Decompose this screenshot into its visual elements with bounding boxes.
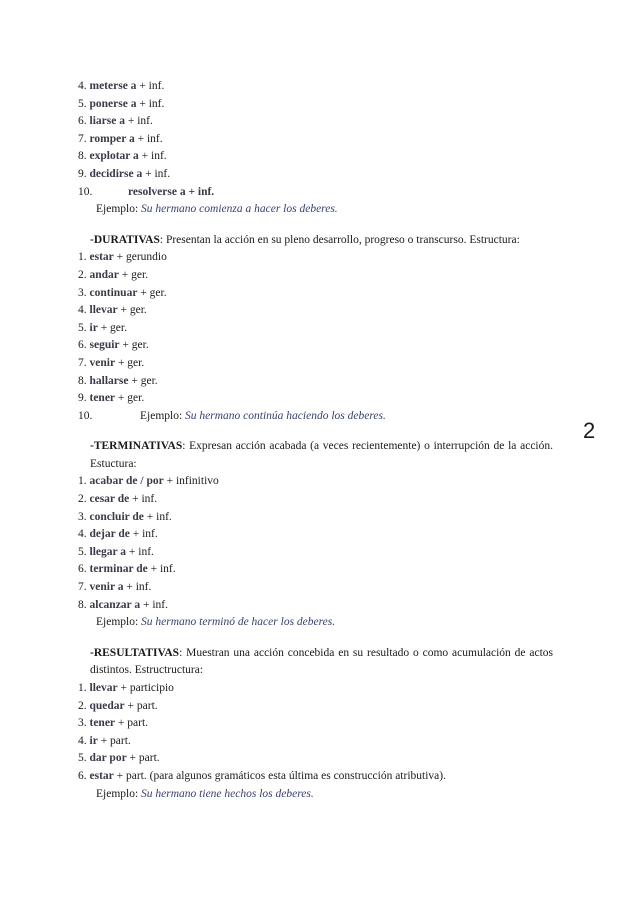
list-item: 6. liarse a + inf. bbox=[78, 115, 153, 128]
example-line: Ejemplo: Su hermano terminó de hacer los deberes. bbox=[96, 616, 336, 629]
list-item: 2. andar + ger. bbox=[78, 268, 149, 281]
list-item: 3. tener + part. bbox=[78, 717, 149, 730]
list-item: 1. llevar + participio bbox=[78, 682, 174, 694]
incoativas-list bbox=[78, 78, 553, 219]
list-item: 6. terminar de + inf. bbox=[78, 563, 176, 576]
example-line: Ejemplo: Su hermano comienza a hacer los deberes. bbox=[96, 203, 338, 216]
list-item: 7. venir a + inf. bbox=[78, 581, 152, 594]
durativas-section bbox=[78, 232, 553, 426]
list-item: 8. alcanzar a + inf. bbox=[78, 598, 168, 611]
list-item: 8. hallarse + ger. bbox=[78, 374, 158, 387]
section-heading: -DURATIVAS bbox=[90, 233, 160, 246]
list-item: 1. estar + gerundio bbox=[78, 251, 167, 264]
list-item: 9. decidirse a + inf. bbox=[78, 167, 171, 180]
list-item: 5. dar por + part. bbox=[78, 752, 160, 765]
list-item: 4. llevar + ger. bbox=[78, 304, 147, 317]
section-heading: -TERMINATIVAS bbox=[90, 440, 183, 453]
list-item: 6. seguir + ger. bbox=[78, 339, 149, 352]
list-item: 5. ir + ger. bbox=[78, 321, 127, 334]
list-item: 4. dejar de + inf. bbox=[78, 528, 158, 541]
section-intro: -TERMINATIVAS: Expresan acción acabada (a veces recientemente) o interrupción de la acción. Estuctura: bbox=[90, 440, 553, 470]
list-item: 6. estar + part. (para algunos gramáticos esta última es construcción atributiva). bbox=[78, 769, 446, 782]
list-item: 5. ponerse a + inf. bbox=[78, 97, 165, 110]
document-body bbox=[78, 78, 553, 803]
resultativas-section bbox=[78, 645, 553, 803]
terminativas-section bbox=[78, 438, 553, 632]
list-item: 2. cesar de + inf. bbox=[78, 493, 158, 506]
list-item: 4. ir + part. bbox=[78, 734, 131, 747]
section-intro: -DURATIVAS: Presentan la acción en su pleno desarrollo, progreso o transcurso. Estructura: bbox=[90, 233, 520, 246]
page-number: 2 bbox=[583, 418, 596, 443]
list-item: 1. acabar de / por + infinitivo bbox=[78, 475, 219, 488]
list-item: 2. quedar + part. bbox=[78, 699, 158, 712]
list-item: 8. explotar a + inf. bbox=[78, 150, 167, 163]
list-item: 3. concluir de + inf. bbox=[78, 510, 172, 523]
list-item: 7. venir + ger. bbox=[78, 356, 145, 369]
section-heading: -RESULTATIVAS bbox=[90, 646, 180, 659]
example-line: 10. Ejemplo: Su hermano continúa haciendo los deberes. bbox=[78, 409, 386, 422]
example-line: Ejemplo: Su hermano tiene hechos los deberes. bbox=[96, 787, 314, 800]
section-intro: -RESULTATIVAS: Muestran una acción concebida en su resultado o como acumulación de actos distintos. Estructructura: bbox=[90, 646, 553, 677]
list-item: 9. tener + ger. bbox=[78, 392, 145, 405]
list-item: 10. resolverse a + inf. bbox=[78, 185, 215, 198]
list-item: 4. meterse a + inf. bbox=[78, 80, 165, 92]
list-item: 3. continuar + ger. bbox=[78, 286, 167, 299]
list-item: 5. llegar a + inf. bbox=[78, 545, 154, 558]
list-item: 7. romper a + inf. bbox=[78, 132, 163, 145]
